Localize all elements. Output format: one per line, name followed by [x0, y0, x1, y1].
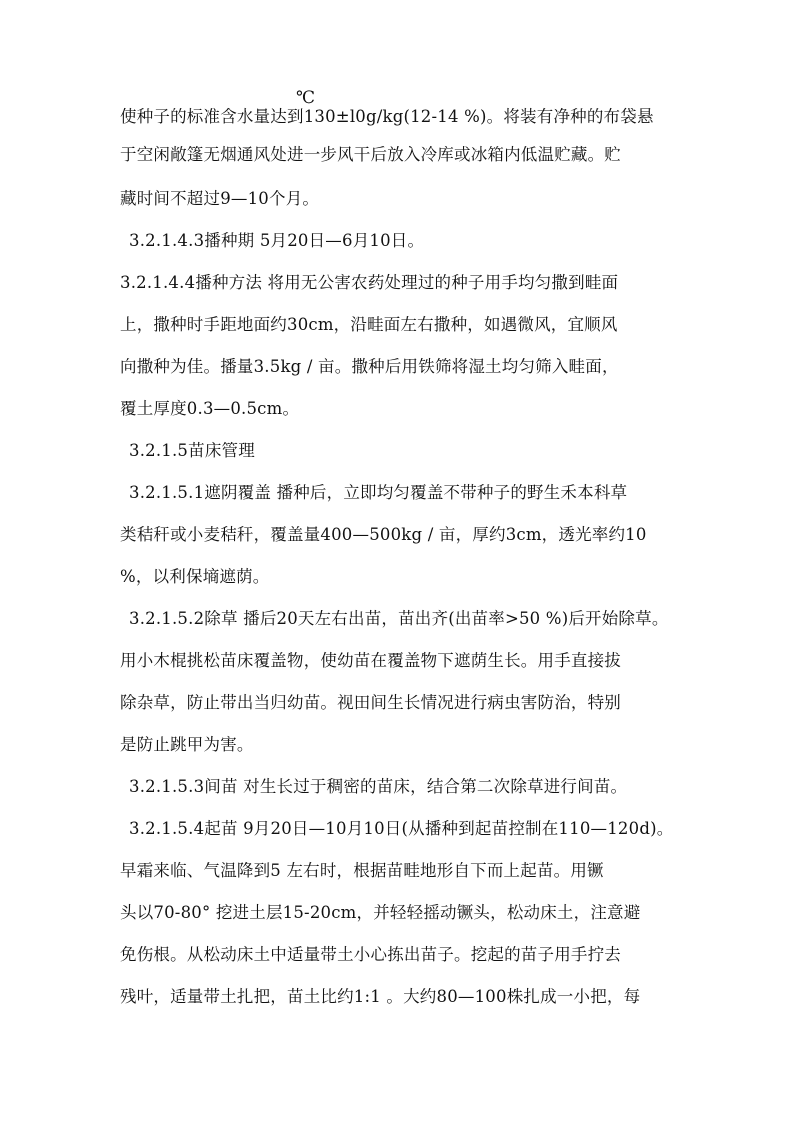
text-line: 使种子的标准含水量达到130±l0g/kg(12-14 %)。将装有净种的布袋悬 — [120, 107, 654, 126]
degree-celsius-mark: ℃ — [296, 88, 316, 108]
text-line: 类秸秆或小麦秸秆，覆盖量400—500kg / 亩，厚约3cm，透光率约10 — [120, 525, 647, 544]
section-heading: 3.2.1.5苗床管理 — [129, 441, 255, 460]
text-line: 头以70-80° 挖进土层15-20cm，并轻轻摇动镢头，松动床土，注意避 — [120, 903, 641, 922]
text-line: 3.2.1.4.3播种期 5月20日—6月10日。 — [129, 231, 425, 250]
text-line: 除杂草，防止带出当归幼苗。视田间生长情况进行病虫害防治，特别 — [120, 693, 621, 712]
text-line: 3.2.1.5.3间苗 对生长过于稠密的苗床，结合第二次除草进行间苗。 — [129, 777, 628, 796]
text-line: 用小木棍挑松苗床覆盖物，使幼苗在覆盖物下遮荫生长。用手直接拔 — [120, 651, 621, 670]
text-line: 3.2.1.5.2除草 播后20天左右出苗，苗出齐(出苗率>50 %)后开始除草。 — [129, 609, 669, 628]
text-line: 残叶，适量带土扎把，苗土比约1:1 。大约80—100株扎成一小把，每 — [120, 987, 641, 1006]
text-line: 于空闲敞篷无烟通风处进一步风干后放入冷库或冰箱内低温贮藏。贮 — [120, 145, 621, 164]
text-line: 上，撒种时手距地面约30cm，沿畦面左右撒种，如遇微风，宜顺风 — [120, 315, 618, 334]
text-line: 3.2.1.4.4播种方法 将用无公害农药处理过的种子用手均匀撒到畦面 — [120, 273, 619, 292]
text-line: 3.2.1.5.4起苗 9月20日—10月10日(从播种到起苗控制在110—120d)。 — [129, 819, 674, 838]
text-line: 免伤根。从松动床土中适量带土小心拣出苗子。挖起的苗子用手拧去 — [120, 945, 621, 964]
text-line: 藏时间不超过9—10个月。 — [120, 189, 320, 208]
text-line: 是防止跳甲为害。 — [120, 735, 254, 754]
text-line: 向撒种为佳。播量3.5kg / 亩。撒种后用铁筛将湿土均匀筛入畦面， — [120, 357, 619, 376]
text-line: 覆土厚度0.3—0.5cm。 — [120, 399, 300, 418]
text-line: 3.2.1.5.1遮阴覆盖 播种后，立即均匀覆盖不带种子的野生禾本科草 — [129, 483, 628, 502]
text-line: 早霜来临、气温降到5 左右时，根据苗畦地形自下而上起苗。用镢 — [120, 861, 604, 880]
text-line: %，以利保墒遮荫。 — [120, 567, 270, 586]
